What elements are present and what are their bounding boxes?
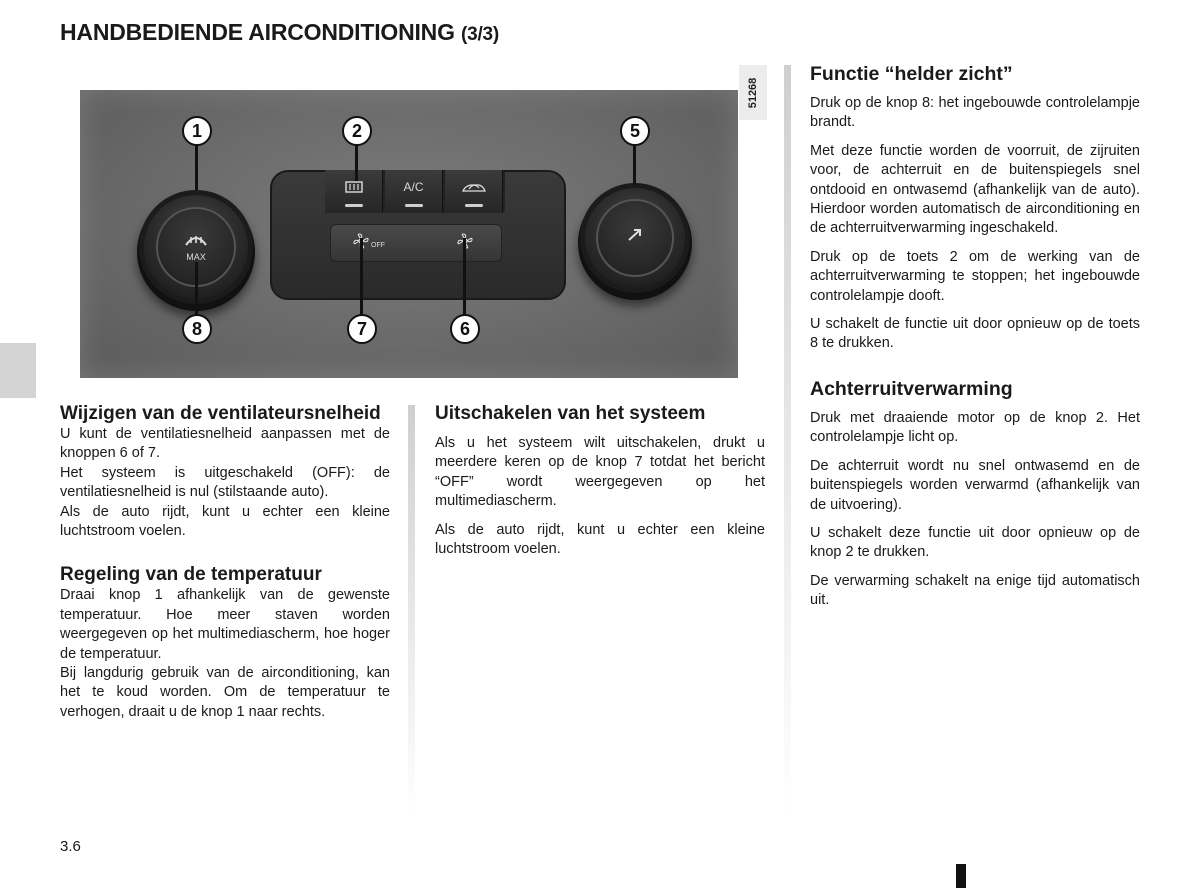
chapter-tab: [0, 343, 36, 398]
recirculation-button[interactable]: [445, 170, 503, 213]
callout-line-5: [633, 143, 636, 185]
paragraph: U kunt de ventilatiesnelheid aanpassen met de knoppen 6 of 7.: [60, 426, 390, 462]
callout-line-2: [355, 143, 358, 181]
recirculation-icon: [445, 180, 502, 197]
ac-button[interactable]: [385, 170, 443, 213]
callout-6: 6: [450, 314, 480, 344]
recirculation-led: [465, 204, 483, 207]
max-defrost-icon: [158, 231, 234, 251]
rear-defrost-button[interactable]: [325, 170, 383, 213]
callout-2: 2: [342, 116, 372, 146]
callout-line-8: [195, 262, 198, 316]
paragraph: De verwarming schakelt na enige tijd automatisch uit.: [810, 572, 1140, 609]
middle-column: [435, 403, 765, 559]
section-heading-switch-off: Uitschakelen van het systeem: [435, 403, 706, 424]
paragraph: Druk op de knop 8: het ingebouwde controlelampje brandt.: [810, 95, 1140, 131]
section-heading-clear-view: Functie “helder zicht”: [810, 63, 1013, 85]
left-column: [60, 403, 390, 722]
callout-line-1: [195, 143, 198, 190]
off-label: OFF: [371, 242, 385, 249]
paragraph: Draai knop 1 afhankelijk van de gewenste temperatuur. Hoe meer staven worden weergegeven op het multimediascherm, hoe hoger de temperatuur.: [60, 587, 390, 662]
page-title: [60, 19, 499, 46]
callout-1: 1: [182, 116, 212, 146]
callout-line-6: [463, 238, 466, 316]
column-rule-right: [784, 65, 791, 817]
paragraph: Druk op de toets 2 om de werking van de achterruitverwarming te stoppen; het ingebouwde controlelampje dooft.: [810, 248, 1140, 304]
page-number: 3.6: [60, 838, 81, 855]
section-body-temperature: [60, 586, 390, 722]
paragraph: Als de auto rijdt, kunt u echter een kleine luchtstroom voelen.: [435, 521, 765, 558]
paragraph: Als u het systeem wilt uitschakelen, drukt u meerdere keren op de knop 7 totdat het bericht “OFF” wordt weergegeven op het multimediascherm.: [435, 435, 765, 510]
callout-8: 8: [182, 314, 212, 344]
max-label: MAX: [186, 252, 206, 262]
rear-defrost-led: [345, 204, 363, 207]
paragraph: De achterruit wordt nu snel ontwasemd en de buitenspiegels worden verwarmd (afhankelijk van de uitvoering).: [810, 457, 1140, 513]
section-body-clear-view: [810, 94, 1140, 354]
section-heading-rear-heating: Achterruitverwarming: [810, 377, 1013, 400]
page-title-text: HANDBEDIENDE AIRCONDITIONING: [60, 19, 455, 45]
paragraph: Het systeem is uitgeschakeld (OFF): de ventilatiesnelheid is nul (stilstaande auto).: [60, 464, 390, 501]
ac-led: [405, 204, 423, 207]
callout-7: 7: [347, 314, 377, 344]
section-body-rear-heating: [810, 409, 1140, 611]
figure-id-tag: [739, 65, 767, 120]
column-rule-middle: [408, 405, 415, 817]
page-title-part: (3/3): [460, 24, 500, 45]
right-column: [810, 62, 1140, 611]
paragraph: Druk met draaiende motor op de knop 2. Het controlelampje licht op.: [810, 409, 1140, 446]
fan-speed-rocker[interactable]: [330, 224, 502, 262]
rear-defrost-icon: [325, 180, 382, 197]
section-heading-temperature: Regeling van de temperatuur: [60, 564, 322, 586]
section-heading-fan-speed: Wijzigen van de ventilateursnelheid: [60, 403, 381, 424]
mode-knob[interactable]: [580, 183, 690, 293]
corner-mark: [956, 864, 966, 888]
figure-id: 51268: [747, 77, 759, 108]
paragraph: Bij langdurig gebruik van de airconditioning, kan het te koud worden. Om de temperatuur te verhogen, draait u de knop 1 naar rechts.: [60, 665, 390, 720]
paragraph: Als de auto rijdt, kunt u echter een kleine luchtstroom voelen.: [60, 503, 390, 540]
callout-line-7: [360, 238, 363, 316]
paragraph: Met deze functie worden de voorruit, de zijruiten voor, de achterruit en de buitenspiegels snel ontdooid en ontwasemd (afhankelijk van de auto). Hierdoor worden automatisch de airconditioning en de achterruitverwarming ingeschakeld.: [810, 142, 1140, 237]
ac-label: A/C: [403, 180, 424, 194]
top-button-row: [325, 170, 505, 213]
callout-5: 5: [620, 116, 650, 146]
paragraph: U schakelt deze functie uit door opnieuw op de knop 2 te drukken.: [810, 524, 1140, 561]
paragraph: U schakelt de functie uit door opnieuw op de toets 8 te drukken.: [810, 316, 1140, 352]
section-body-switch-off: [435, 434, 765, 559]
section-body-fan-speed: [60, 425, 390, 541]
distribution-icon: [598, 225, 672, 250]
